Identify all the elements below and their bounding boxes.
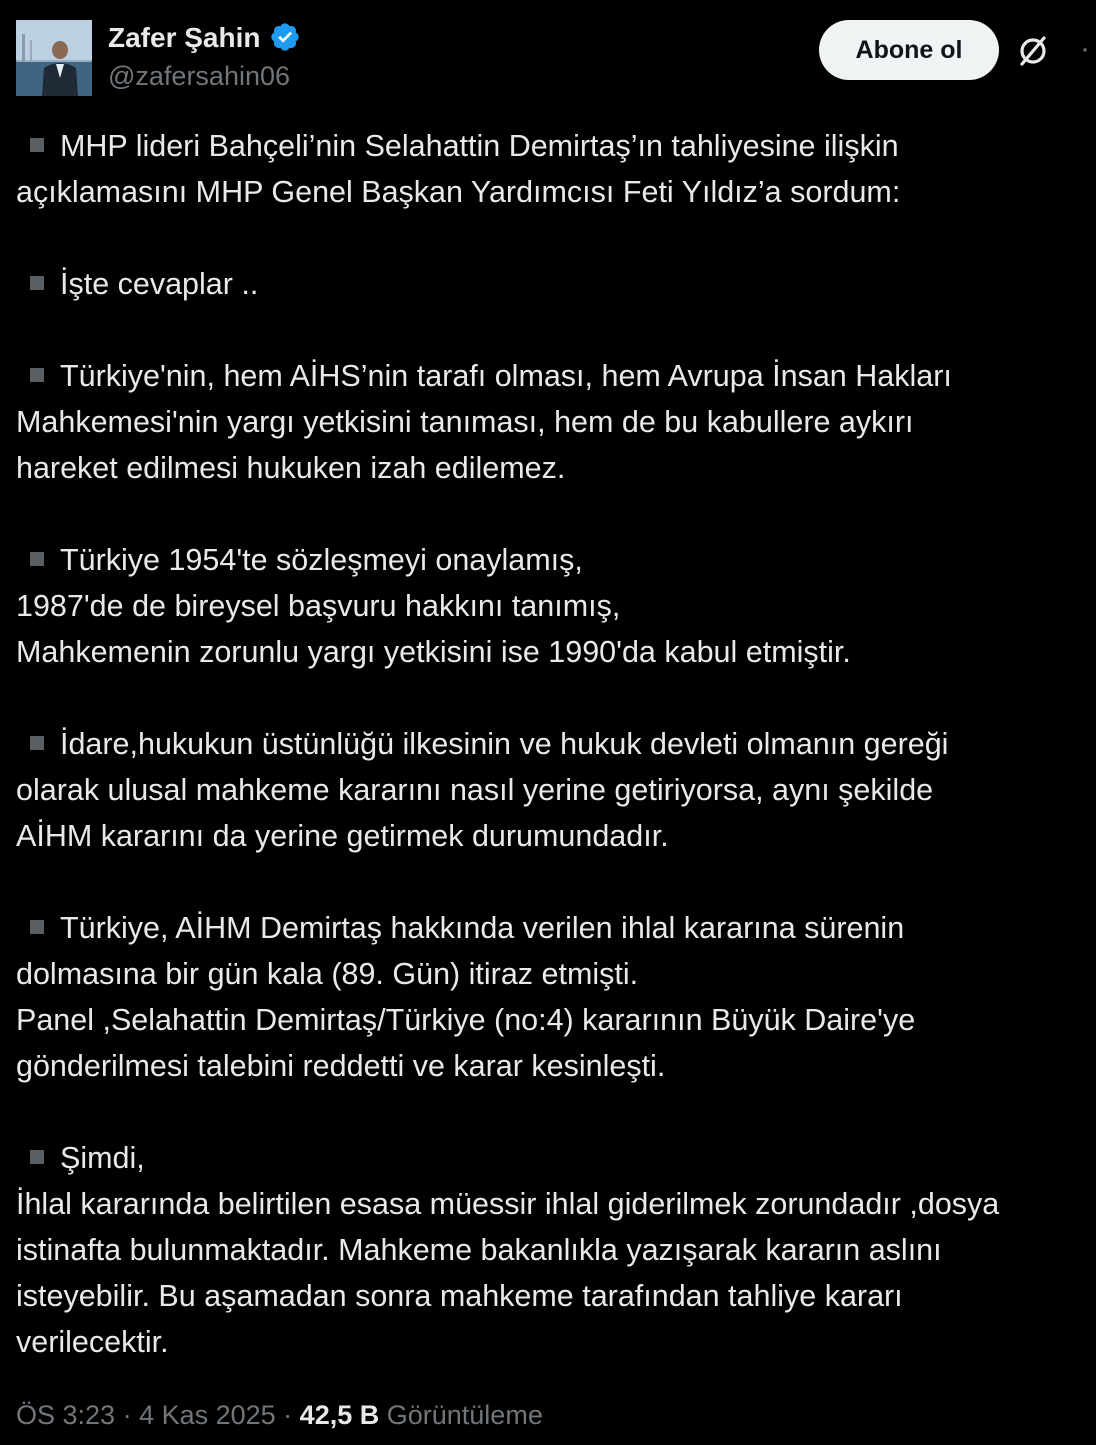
tweet-line [16, 169, 1080, 215]
tweet-line-text: Mahkemenin zorunlu yargı yetkisini ise 1990'da kabul etmiştir. [16, 635, 851, 669]
tweet-line [16, 1227, 1080, 1273]
tweet-line [16, 1043, 1080, 1089]
tweet-line [16, 721, 1080, 767]
tweet-line-text: İdare,hukukun üstünlüğü ilkesinin ve hukuk devleti olmanın gereği [60, 727, 949, 761]
bullet-square-icon [30, 920, 44, 934]
tweet-line-text: MHP lideri Bahçeli’nin Selahattin Demirtaş’ın tahliyesine ilişkin [60, 129, 899, 163]
tweet-line-text: istinafta bulunmaktadır. Mahkeme bakanlıkla yazışarak kararın aslını [16, 1233, 942, 1267]
bullet-square-icon [30, 736, 44, 750]
post-date[interactable]: 4 Kas 2025 [139, 1400, 276, 1430]
tweet-line-text: olarak ulusal mahkeme kararını nasıl yerine getiriyorsa, aynı şekilde [16, 773, 934, 807]
tweet-line-text: Türkiye'nin, hem AİHS’nin tarafı olması, hem Avrupa İnsan Hakları [60, 359, 952, 393]
tweet-line [16, 951, 1080, 997]
tweet-line [16, 997, 1080, 1043]
avatar-image [16, 20, 92, 96]
tweet-line-text: dolmasına bir gün kala (89. Gün) itiraz etmişti. [16, 957, 639, 991]
grok-icon[interactable] [1016, 34, 1050, 68]
bullet-square-icon [30, 368, 44, 382]
tweet-meta [16, 1395, 543, 1435]
verified-badge-icon [269, 21, 301, 53]
tweet-line-text: Türkiye 1954'te sözleşmeyi onaylamış, [60, 543, 583, 577]
tweet-line [16, 1181, 1080, 1227]
tweet-line [16, 123, 1080, 169]
tweet-line-text: açıklamasını MHP Genel Başkan Yardımcısı Feti Yıldız’a sordum: [16, 175, 901, 209]
tweet-line [16, 905, 1080, 951]
bullet-square-icon [30, 276, 44, 290]
tweet-line-text: İhlal kararında belirtilen esasa müessir ihlal giderilmek zorundadır ,dosya [16, 1187, 1000, 1221]
tweet-line [16, 1273, 1080, 1319]
tweet-paragraph [16, 123, 1080, 215]
tweet-line-text: 1987'de de bireysel başvuru hakkını tanımış, [16, 589, 621, 623]
tweet-line [16, 629, 1080, 675]
more-options-icon[interactable]: · [1080, 32, 1090, 65]
tweet-line-text: Türkiye, AİHM Demirtaş hakkında verilen ihlal kararına sürenin [60, 911, 905, 945]
tweet-line [16, 1135, 1080, 1181]
tweet-text [16, 123, 1080, 1411]
tweet-line [16, 1319, 1080, 1365]
display-name[interactable]: Zafer Şahin [108, 22, 261, 53]
tweet-line [16, 583, 1080, 629]
meta-separator: · [115, 1400, 140, 1430]
follow-button[interactable]: Abone ol [819, 20, 999, 80]
tweet-line-text: Şimdi, [60, 1141, 145, 1175]
tweet-line [16, 537, 1080, 583]
tweet-header [16, 18, 1090, 98]
tweet-line-text: isteyebilir. Bu aşamadan sonra mahkeme tarafından tahliye kararı [16, 1279, 903, 1313]
tweet-line-text: Mahkemesi'nin yargı yetkisini tanıması, hem de bu kabullere aykırı [16, 405, 914, 439]
tweet-line-text: gönderilmesi talebini reddetti ve karar kesinleşti. [16, 1049, 666, 1083]
tweet-line [16, 813, 1080, 859]
bullet-square-icon [30, 1150, 44, 1164]
tweet-line [16, 767, 1080, 813]
handle[interactable]: @zafersahin06 [108, 61, 291, 91]
tweet-paragraph [16, 721, 1080, 859]
author-block [108, 20, 301, 94]
tweet-line-text: Panel ,Selahattin Demirtaş/Türkiye (no:4) kararının Büyük Daire'ye [16, 1003, 916, 1037]
tweet-paragraph [16, 261, 1080, 307]
tweet-line [16, 353, 1080, 399]
tweet-paragraph [16, 353, 1080, 491]
tweet-line [16, 399, 1080, 445]
tweet-line-text: AİHM kararını da yerine getirmek durumundadır. [16, 819, 669, 853]
tweet-paragraph [16, 905, 1080, 1089]
post-time[interactable]: ÖS 3:23 [16, 1400, 116, 1430]
bullet-square-icon [30, 138, 44, 152]
tweet-line-text: hareket edilmesi hukuken izah edilemez. [16, 451, 566, 485]
tweet-line-text: verilecektir. [16, 1325, 169, 1359]
bullet-square-icon [30, 552, 44, 566]
avatar[interactable] [16, 20, 92, 96]
tweet-paragraph [16, 537, 1080, 675]
views-label: Görüntüleme [386, 1400, 543, 1430]
tweet-line [16, 261, 1080, 307]
views-count: 42,5 B [299, 1400, 380, 1430]
tweet-line-text: İşte cevaplar .. [60, 267, 259, 301]
meta-separator: · [275, 1400, 300, 1430]
tweet-line [16, 445, 1080, 491]
tweet-paragraph [16, 1135, 1080, 1365]
